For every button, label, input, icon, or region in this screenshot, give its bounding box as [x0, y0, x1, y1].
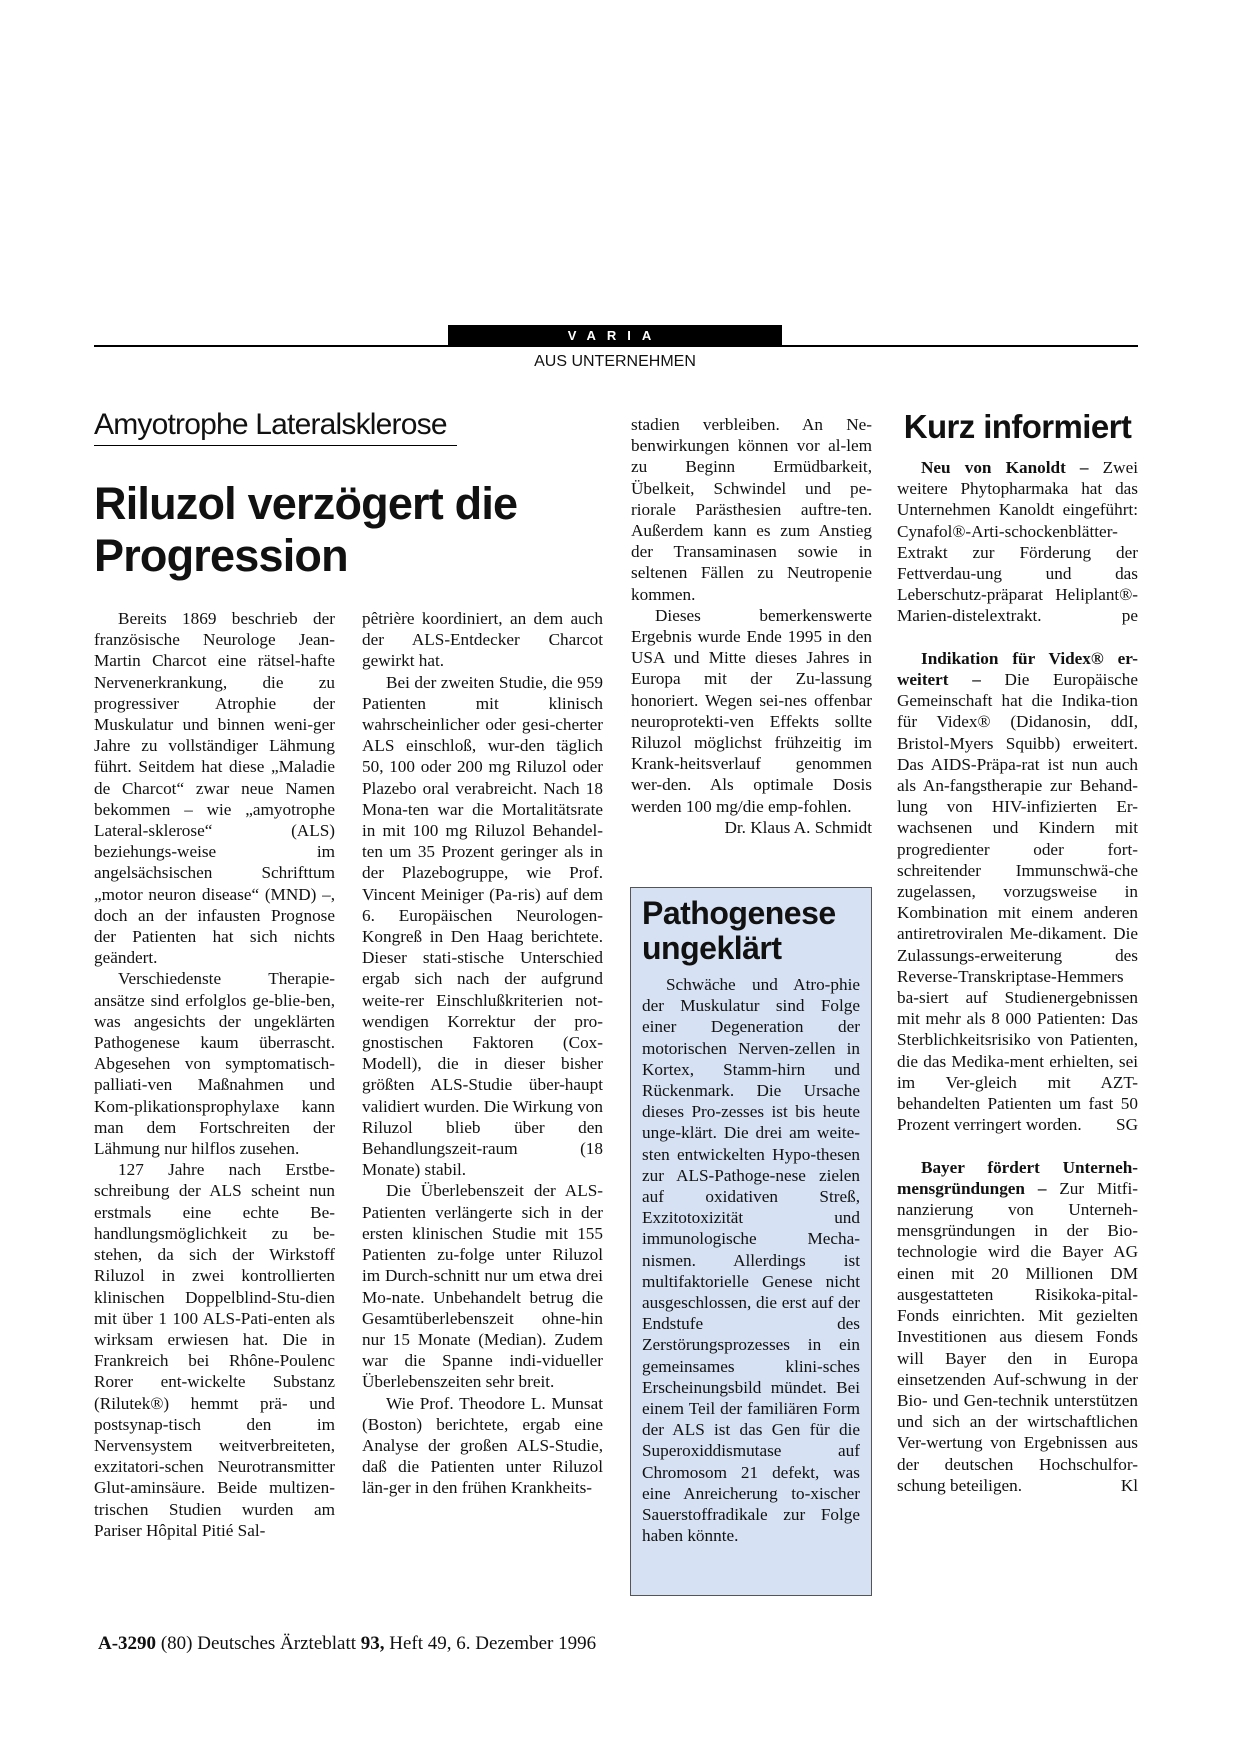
paragraph: pêtrière koordiniert, an dem auch der ALS-Entdecker Charcot gewirkt hat.: [362, 609, 603, 671]
article-column-3: [631, 414, 872, 838]
paragraph: stadien verbleiben. An Ne-benwirkungen können vor al-lem zu Beginn Ermüdbarkeit, Übelkeit, Schwindel und pe-riorale Parästhesien auftre-ten. Außerdem kann es zum Anstieg der Transaminasen sowie in seltenen Fällen zu Neutropenie kommen.: [631, 415, 872, 604]
news-item-heading: Indikation für Videx® er-weitert –: [897, 648, 1138, 690]
article-author: Dr. Klaus A. Schmidt: [724, 817, 872, 837]
page-footer: [98, 1633, 596, 1655]
news-item-signature: pe: [1121, 606, 1138, 626]
info-box-title-line-1: Pathogenese: [642, 895, 836, 931]
news-item-text: Zur Mitfi-nanzierung von Unterneh-mensgründungen in der Bio-technologie wird die Bayer AG einen mit 20 Millionen DM ausgestatteten Risikoka-pital-Fonds einrichten. Mit gezielten Investitionen aus diesem Fonds will Bayer den in Europa einsetzenden Auf-schwung in der Bio- und Gen-technik unterstützen und sich an der wirtschaftlichen Ver-wertung von Ergebnissen aus der deutschen Hochschulfor-schung beteiligen.: [897, 1178, 1138, 1495]
info-box-title-line-2: ungeklärt: [642, 930, 782, 966]
news-item: [897, 457, 1138, 627]
headline-line-1: Riluzol verzögert die: [94, 478, 518, 529]
info-box-title: [642, 896, 860, 966]
kurz-informiert-title: Kurz informiert: [903, 408, 1132, 445]
news-item-signature: SG: [1116, 1115, 1138, 1135]
news-item-heading: Neu von Kanoldt –: [921, 458, 1089, 477]
subsection-label: AUS UNTERNEHMEN: [534, 353, 696, 370]
paragraph: Wie Prof. Theodore L. Munsat (Boston) berichtete, ergab eine Analyse der großen ALS-Studie, daß die Patienten unter Riluzol län-ger in den frühen Krankheits-: [362, 1393, 603, 1498]
kurz-informiert-column: [897, 457, 1138, 1517]
article-headline: [94, 478, 634, 582]
section-label: VARIA: [448, 325, 782, 346]
info-box: [630, 887, 872, 1596]
news-item: [897, 648, 1138, 1136]
paragraph: [631, 605, 872, 837]
header-rule: [94, 345, 1138, 347]
news-item-body: [897, 1157, 1138, 1496]
paragraph: 127 Jahre nach Erstbe-schreibung der ALS scheint nun erstmals eine echte Be-handlungsmöglichkeit zu be-stehen, da sich der Wirkstoff Riluzol in zwei kontrollierten klinischen Doppelblind-Stu-dien mit über 1 100 ALS-Pati-enten als wirksam erwiesen hat. Die in Frankreich bei Rhône-Poulenc Rorer ent-wickelte Substanz (Rilutek®) hemmt prä- und postsynap-tisch den im Nervensystem weitverbreiteten, exzitatori-schen Neurotransmitter Glut-aminsäure. Beide multizen-trischen Studien wurden am Pariser Hôpital Pitié Sal-: [94, 1160, 335, 1540]
paragraph-text: Dieses bemerkenswerte Ergebnis wurde Ende 1995 in den USA und Mitte dieses Jahres in Europa mit der Zu-lassung honoriert. Wegen sei-nes offenbar neuroprotekti-ven Effekts sollte Riluzol möglichst frühzeitig im Krank-heitsverlauf genommen wer-den. Als optimale Dosis werden 100 mg/die emp-fohlen.: [631, 605, 872, 816]
news-item-heading: Bayer fördert Unterneh-mensgründungen –: [897, 1157, 1138, 1198]
paragraph: Bereits 1869 beschrieb der französische Neurologe Jean-Martin Charcot eine rätsel-hafte Nervenerkrankung, die zu progressiver Atrophie der Muskulatur und binnen weni-ger Jahre zu vollständiger Lähmung führt. Seitdem hat diese „Maladie de Charcot“ zwar neue Namen bekommen – wie „amyotrophe Lateral-sklerose“ (ALS) beziehungs-weise im angelsächsischen Schrifttum „motor neuron disease“ (MND) –, doch an der infausten Prognose der Patienten hat sich nichts geändert.: [94, 609, 335, 968]
article-kicker: Amyotrophe Lateralsklerose: [94, 408, 457, 446]
paragraph: Die Überlebenszeit der ALS-Patienten verlängerte sich in der ersten klinischen Studie mit 155 Patienten zu-folge unter Riluzol im Durch-schnitt nur um etwa drei Mo-nate. Unbehandelt betrug die Gesamtüberlebenszeit ohne-hin nur 15 Monate (Median). Zudem war die Spanne indi-vidueller Überlebenszeiten sehr breit.: [362, 1181, 603, 1392]
paragraph: Bei der zweiten Studie, die 959 Patienten mit klinisch wahrscheinlicher oder gesi-cherter ALS einschloß, wur-den täglich 50, 100 oder 200 mg Riluzol oder Plazebo oral verabreicht. Nach 18 Mona-ten war die Mortalitätsrate in mit 100 mg Riluzol Behandel-ten um 35 Prozent geringer als in der Plazebogruppe, wie Prof. Vincent Meiniger (Pa-ris) auf dem 6. Europäischen Neurologen-Kongreß in Den Haag berichtete. Dieser stati-stische Unterschied ergab sich nach der aufgrund weite-rer Einschlußkriterien not-wendigen Korrektur der pro-gnostischen Faktoren (Cox-Modell), die in dieser bisher größten ALS-Studie über-haupt validiert wurden. Die Wirkung von Riluzol blieb über den Behandlungszeit-raum (18 Monate) stabil.: [362, 672, 603, 1180]
footer-volume: 93,: [360, 1633, 385, 1654]
headline-line-2: Progression: [94, 530, 348, 581]
news-item-text: Zwei weitere Phytopharmaka hat das Unternehmen Kanoldt eingeführt: Cynafol®-Arti-schockenblätter-Extrakt zur Förderung der Fettverdau-ung und das Leberschutz-präparat Heliplant®-Marien-distelextrakt.: [897, 458, 1138, 626]
news-item-text: Die Europäische Gemeinschaft hat die Indika-tion für Videx® (Didanosin, ddI, Bristol-Myers Squibb) erweitert. Das AIDS-Präpa-rat ist nun auch als An-fangstherapie zur Behand-lung von HIV-infizierten Er-wachsenen und Kindern mit progredienter oder fort-schreitender Immunschwä-che zugelassen, vorzugsweise in Kombination mit einem anderen antiretroviralen Me-dikament. Die Zulassungs-erweiterung des Reverse-Transkriptase-Hemmers ba-siert auf Studienergebnissen mit mehr als 8 000 Patienten: Das Sterblichkeitsrisiko von Patienten, die das Medika-ment erhielten, sei im Ver-gleich mit AZT-behandelten Patienten um fast 50 Prozent verringert worden.: [897, 670, 1138, 1135]
article-column-1: [94, 608, 335, 1541]
news-item-body: [897, 648, 1138, 1136]
news-item: [897, 1157, 1138, 1496]
paragraph: Verschiedenste Therapie-ansätze sind erfolglos ge-blie-ben, was angesichts der ungeklärten Pathogenese kaum überrascht. Abgesehen von symptomatisch-palliati-ven Maßnahmen und Kom-plikationsprophylaxe kann man dem Fortschreiten der Lähmung nur hilflos zusehen.: [94, 969, 335, 1159]
news-item-body: [897, 457, 1138, 627]
page-number: A-3290: [98, 1633, 157, 1654]
info-box-text-column: [642, 974, 860, 1546]
article-column-2: [362, 608, 603, 1499]
news-item-signature: Kl: [1120, 1475, 1138, 1495]
footer-publication: (80) Deutsches Ärzteblatt: [156, 1633, 361, 1654]
footer-issue: Heft 49, 6. Dezember 1996: [384, 1633, 597, 1654]
info-box-text: Schwäche und Atro-phie der Muskulatur sind Folge einer Degeneration der motorischen Nerven-zellen in Kortex, Stamm-hirn und Rückenmark. Die Ursache dieses Pro-zesses ist bis heute unge-klärt. Die drei am weite-sten entwickelten Hypo-thesen zur ALS-Pathoge-nese zielen auf oxidativen Streß, Exzitotoxizität und immunologische Mecha-nismen. Allerdings ist multifaktorielle Genese nicht ausgeschlossen, die erst auf der Endstufe des Zerstörungsprozesses in ein gemeinsames klini-sches Erscheinungsbild mündet. Bei einem Teil der familiären Form der ALS ist das Gen für die Superoxiddismutase auf Chromosom 21 defekt, was eine Anreicherung to-xischer Sauerstoffradikale zur Folge haben könnte.: [642, 975, 860, 1546]
